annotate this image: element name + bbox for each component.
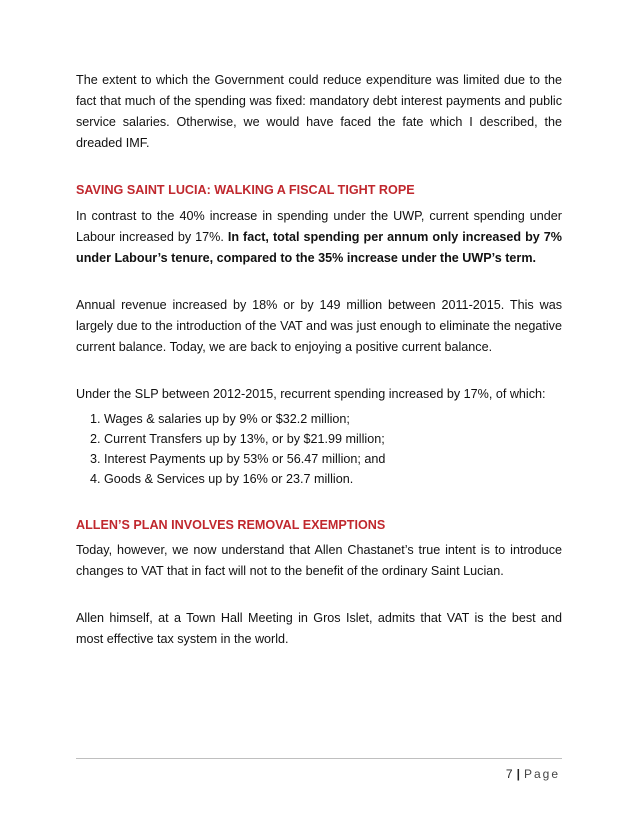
paragraph-spending-bold: In fact, total spending per annum only increased by 7% under Labour’s tenure, compared to the 35% increase under the UWP’s term. [76, 230, 562, 265]
footer-separator: | [516, 767, 520, 781]
heading-fiscal-tight-rope: SAVING SAINT LUCIA: WALKING A FISCAL TIGHT ROPE [76, 183, 415, 197]
paragraph-chastanet-intent: Today, however, we now understand that Allen Chastanet’s true intent is to introduce changes to VAT that in fact will not to the benefit of the ordinary Saint Lucian. [76, 543, 562, 578]
page-number: 7 [505, 767, 513, 781]
list-item: 2. Current Transfers up by 13%, or by $21.99 million; [104, 429, 562, 449]
list-item: 1. Wages & salaries up by 9% or $32.2 million; [104, 409, 562, 429]
page-label: Page [523, 767, 560, 781]
paragraph-spending-normal: In contrast to the 40% increase in spending under the UWP, current spending under Labour increased by 17%. [76, 209, 562, 244]
paragraph-town-hall: Allen himself, at a Town Hall Meeting in Gros Islet, admits that VAT is the best and most effective tax system in the world. [76, 611, 562, 646]
paragraph-annual-revenue: Annual revenue increased by 18% or by 149 million between 2011-2015. This was largely due to the introduction of the VAT and was just enough to eliminate the negative current balance. Today, we are back to enjoying a positive current balance. [76, 298, 562, 354]
paragraph-fixed-spending: The extent to which the Government could reduce expenditure was limited due to the fact that much of the spending was fixed: mandatory debt interest payments and public service salaries. Otherwise, we would have faced the fate which I described, the dreaded IMF. [76, 73, 562, 150]
page-footer [506, 764, 560, 785]
page-content [76, 70, 562, 650]
paragraph-spending-comparison [76, 206, 562, 269]
list-item: 4. Goods & Services up by 16% or 23.7 million. [104, 469, 562, 489]
heading-allens-plan: ALLEN’S PLAN INVOLVES REMOVAL EXEMPTIONS [76, 518, 386, 532]
spending-breakdown-list [76, 409, 562, 489]
paragraph-slp-recurrent: Under the SLP between 2012-2015, recurrent spending increased by 17%, of which: [76, 387, 546, 401]
footer-divider [76, 758, 562, 759]
list-item: 3. Interest Payments up by 53% or 56.47 million; and [104, 449, 562, 469]
